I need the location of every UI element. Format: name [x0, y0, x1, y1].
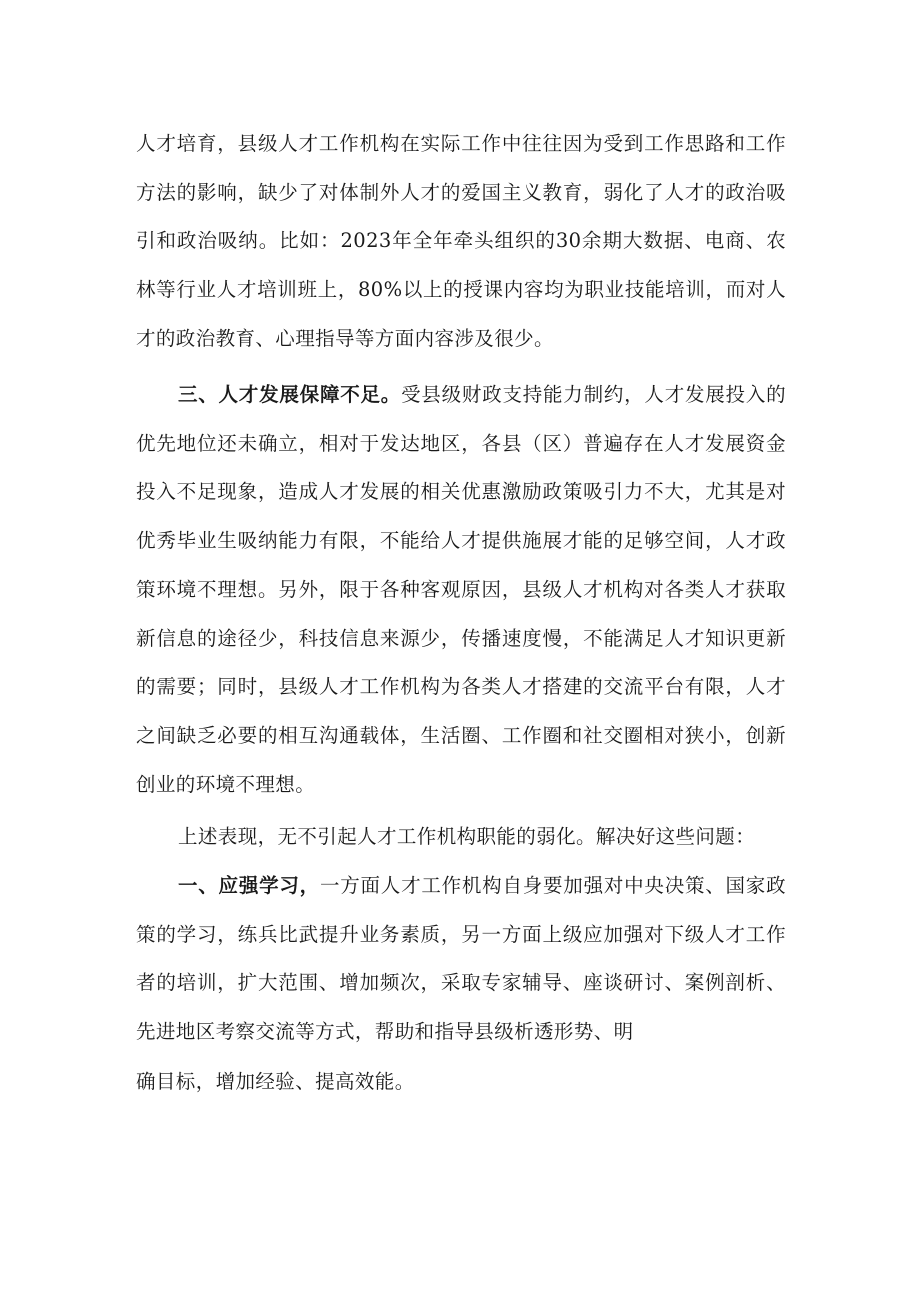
paragraph-measure-one-continuation: 确目标，增加经验、提高效能。 — [136, 1070, 415, 1093]
paragraph-talent-training: 人才培育，县级人才工作机构在实际工作中往往因为受到工作思路和工作方法的影响，缺少了对体制外人才的爱国主义教育，弱化了人才的政治吸引和政治吸纳。比如：2023年全年牵头组织的30余期大数据、电商、农林等行业人才培训班上，80%以上的授课内容均为职业技能培训，而对人才的政治教育、心理指导等方面内容涉及很少。 — [136, 132, 786, 350]
measure-one-heading: 一、应强学习， — [178, 874, 320, 897]
measure-one-body: 一方面人才工作机构自身要加强对中央决策、国家政策的学习，练兵比武提升业务素质，另一方面上级应加强对下级人才工作者的培训，扩大范围、增加频次，采取专家辅导、座谈研讨、案例剖析、先进地区考察交流等方式，帮助和指导县级析透形势、明 — [136, 874, 786, 1044]
section-three-heading: 三、人才发展保障不足。 — [178, 383, 402, 406]
paragraph-measure-one — [136, 862, 786, 1057]
paragraph-summary: 上述表现，无不引起人才工作机构职能的弱化。解决好这些问题： — [178, 825, 756, 848]
paragraph-section-three — [136, 371, 786, 809]
section-three-body: 受县级财政支持能力制约，人才发展投入的优先地位还未确立，相对于发达地区，各县（区）普遍存在人才发展资金投入不足现象，造成人才发展的相关优惠激励政策吸引力不大，尤其是对优秀毕业生吸纳能力有限，不能给人才提供施展才能的足够空间，人才政策环境不理想。另外，限于各种客观原因，县级人才机构对各类人才获取新信息的途径少，科技信息来源少，传播速度慢，不能满足人才知识更新的需要；同时，县级人才工作机构为各类人才搭建的交流平台有限，人才之间缺乏必要的相互沟通载体，生活圈、工作圈和社交圈相对狭小，创新创业的环境不理想。 — [136, 383, 786, 796]
